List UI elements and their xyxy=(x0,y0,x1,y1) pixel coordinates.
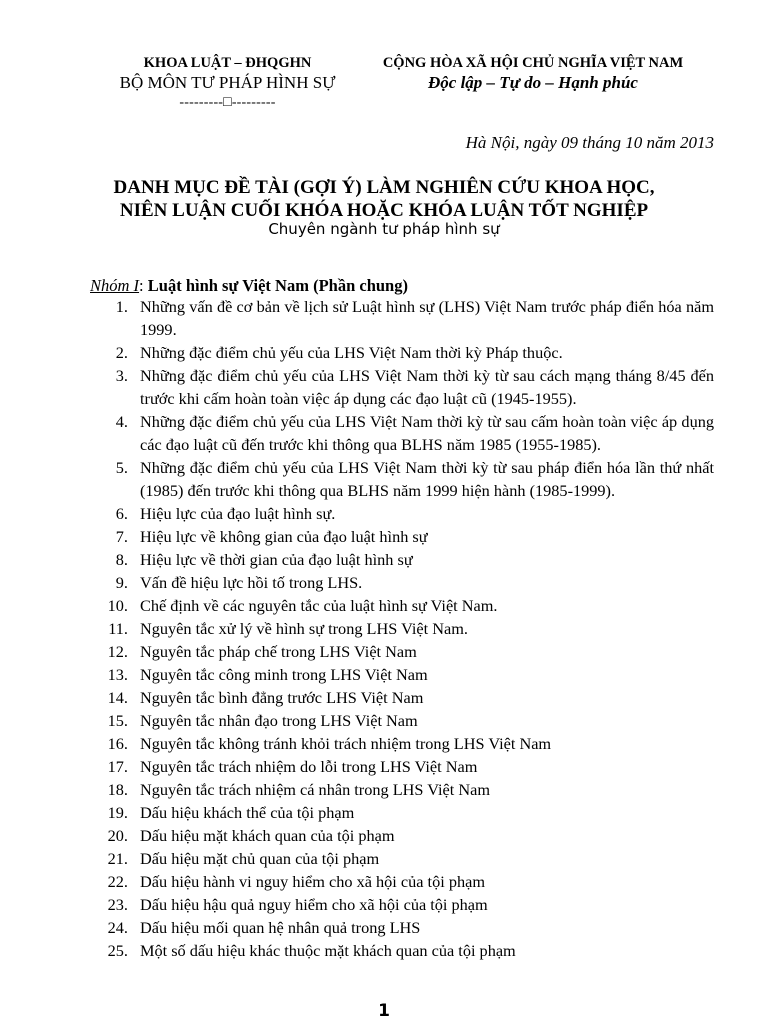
list-item xyxy=(90,824,714,847)
document-title-line-1: DANH MỤC ĐỀ TÀI (GỢI Ý) LÀM NGHIÊN CỨU KHOA HỌC, xyxy=(113,177,655,198)
department-name: BỘ MÔN TƯ PHÁP HÌNH SỰ xyxy=(119,73,336,92)
list-item-number: 15. xyxy=(107,711,128,730)
list-item-text: Dấu hiệu mối quan hệ nhân quả trong LHS xyxy=(140,918,421,937)
list-item-number: 14. xyxy=(107,688,128,707)
list-item-number: 12. xyxy=(107,642,128,661)
list-item xyxy=(90,295,714,341)
list-item xyxy=(90,916,714,939)
list-item-text: Những đặc điểm chủ yếu của LHS Việt Nam thời kỳ Pháp thuộc. xyxy=(140,343,563,362)
list-item-text: Vấn đề hiệu lực hồi tố trong LHS. xyxy=(140,573,363,592)
topic-list xyxy=(90,295,714,962)
list-item-number: 9. xyxy=(115,573,128,592)
list-item xyxy=(90,341,714,364)
header-left xyxy=(90,54,365,111)
list-item xyxy=(90,939,714,962)
list-item-number: 17. xyxy=(107,757,128,776)
list-item-number: 5. xyxy=(115,458,128,477)
list-item-number: 16. xyxy=(107,734,128,753)
list-item-number: 22. xyxy=(107,872,128,891)
list-item-text: Những vấn đề cơ bản về lịch sử Luật hình sự (LHS) Việt Nam trước pháp điển hóa năm 1999. xyxy=(140,297,714,339)
list-item-text: Dấu hiệu hành vi nguy hiểm cho xã hội của tội phạm xyxy=(140,872,485,891)
list-item-text: Nguyên tắc xử lý về hình sự trong LHS Việt Nam. xyxy=(140,619,468,638)
list-item xyxy=(90,364,714,410)
list-item-number: 19. xyxy=(107,803,128,822)
list-item-text: Hiệu lực về thời gian của đạo luật hình sự xyxy=(140,550,413,569)
list-item-text: Một số dấu hiệu khác thuộc mặt khách quan của tội phạm xyxy=(140,941,516,960)
list-item xyxy=(90,663,714,686)
list-item xyxy=(90,548,714,571)
list-item-number: 4. xyxy=(115,412,128,431)
document-title-line-2: NIÊN LUẬN CUỐI KHÓA HOẶC KHÓA LUẬN TỐT NGHIỆP xyxy=(119,200,649,221)
national-motto: Độc lập – Tự do – Hạnh phúc xyxy=(428,73,638,92)
document-subtitle: Chuyên ngành tư pháp hình sự xyxy=(268,220,500,238)
list-item-text: Hiệu lực của đạo luật hình sự. xyxy=(140,504,336,523)
list-item xyxy=(90,709,714,732)
list-item-text: Dấu hiệu khách thể của tội phạm xyxy=(140,803,355,822)
faculty-name: KHOA LUẬT – ĐHQGHN xyxy=(143,55,312,71)
list-item-number: 18. xyxy=(107,780,128,799)
list-item-text: Nguyên tắc nhân đạo trong LHS Việt Nam xyxy=(140,711,418,730)
list-item-text: Nguyên tắc bình đẳng trước LHS Việt Nam xyxy=(140,688,424,707)
group-title: Luật hình sự Việt Nam (Phần chung) xyxy=(147,276,408,295)
list-item xyxy=(90,502,714,525)
list-item xyxy=(90,847,714,870)
list-item-text: Những đặc điểm chủ yếu của LHS Việt Nam thời kỳ từ sau cấm hoàn toàn việc áp dụng các đạo luật cũ đến trước khi thông qua BLHS năm 1985 (1955-1985). xyxy=(140,412,714,454)
list-item xyxy=(90,571,714,594)
header-separator: ---------□--------- xyxy=(179,95,276,110)
list-item-number: 20. xyxy=(107,826,128,845)
list-item xyxy=(90,870,714,893)
group-heading xyxy=(90,275,408,296)
list-item-number: 13. xyxy=(107,665,128,684)
group-colon: : xyxy=(139,276,148,295)
list-item-text: Những đặc điểm chủ yếu của LHS Việt Nam thời kỳ từ sau cách mạng tháng 8/45 đến trước khi cấm hoàn toàn việc áp dụng các đạo luật cũ (1945-1955). xyxy=(140,366,714,408)
list-item xyxy=(90,801,714,824)
list-item xyxy=(90,755,714,778)
list-item-number: 1. xyxy=(115,297,128,316)
list-item-text: Hiệu lực về không gian của đạo luật hình sự xyxy=(140,527,428,546)
list-item xyxy=(90,893,714,916)
list-item xyxy=(90,732,714,755)
country-name: CỘNG HÒA XÃ HỘI CHỦ NGHĨA VIỆT NAM xyxy=(382,55,684,71)
list-item xyxy=(90,778,714,801)
list-item-number: 2. xyxy=(115,343,128,362)
list-item xyxy=(90,640,714,663)
list-item-text: Nguyên tắc trách nhiệm cá nhân trong LHS Việt Nam xyxy=(140,780,491,799)
group-label: Nhóm I xyxy=(90,276,140,295)
list-item-text: Nguyên tắc công minh trong LHS Việt Nam xyxy=(140,665,428,684)
list-item xyxy=(90,686,714,709)
document-date: Hà Nội, ngày 09 tháng 10 năm 2013 xyxy=(465,133,714,152)
list-item-text: Dấu hiệu hậu quả nguy hiểm cho xã hội của tội phạm xyxy=(140,895,488,914)
list-item xyxy=(90,456,714,502)
list-item xyxy=(90,617,714,640)
page-number: 1 xyxy=(378,1001,390,1021)
list-item-number: 6. xyxy=(115,504,128,523)
list-item-number: 25. xyxy=(107,941,128,960)
list-item xyxy=(90,594,714,617)
list-item-text: Chế định về các nguyên tắc của luật hình sự Việt Nam. xyxy=(140,596,498,615)
header-right xyxy=(364,54,702,94)
list-item-number: 21. xyxy=(107,849,128,868)
list-item xyxy=(90,525,714,548)
list-item-text: Dấu hiệu mặt chủ quan của tội phạm xyxy=(140,849,380,868)
list-item-number: 3. xyxy=(115,366,128,385)
list-item-number: 11. xyxy=(108,619,128,638)
list-item-number: 8. xyxy=(115,550,128,569)
list-item xyxy=(90,410,714,456)
list-item-text: Nguyên tắc không tránh khỏi trách nhiệm trong LHS Việt Nam xyxy=(140,734,552,753)
list-item-text: Nguyên tắc trách nhiệm do lỗi trong LHS Việt Nam xyxy=(140,757,478,776)
list-item-text: Những đặc điểm chủ yếu của LHS Việt Nam thời kỳ từ sau pháp điển hóa lần thứ nhất (1985) đến trước khi thông qua BLHS năm 1999 hiện hành (1985-1999). xyxy=(140,458,714,500)
list-item-text: Nguyên tắc pháp chế trong LHS Việt Nam xyxy=(140,642,417,661)
list-item-number: 24. xyxy=(107,918,128,937)
list-item-number: 7. xyxy=(115,527,128,546)
list-item-number: 23. xyxy=(107,895,128,914)
list-item-text: Dấu hiệu mặt khách quan của tội phạm xyxy=(140,826,395,845)
list-item-number: 10. xyxy=(107,596,128,615)
